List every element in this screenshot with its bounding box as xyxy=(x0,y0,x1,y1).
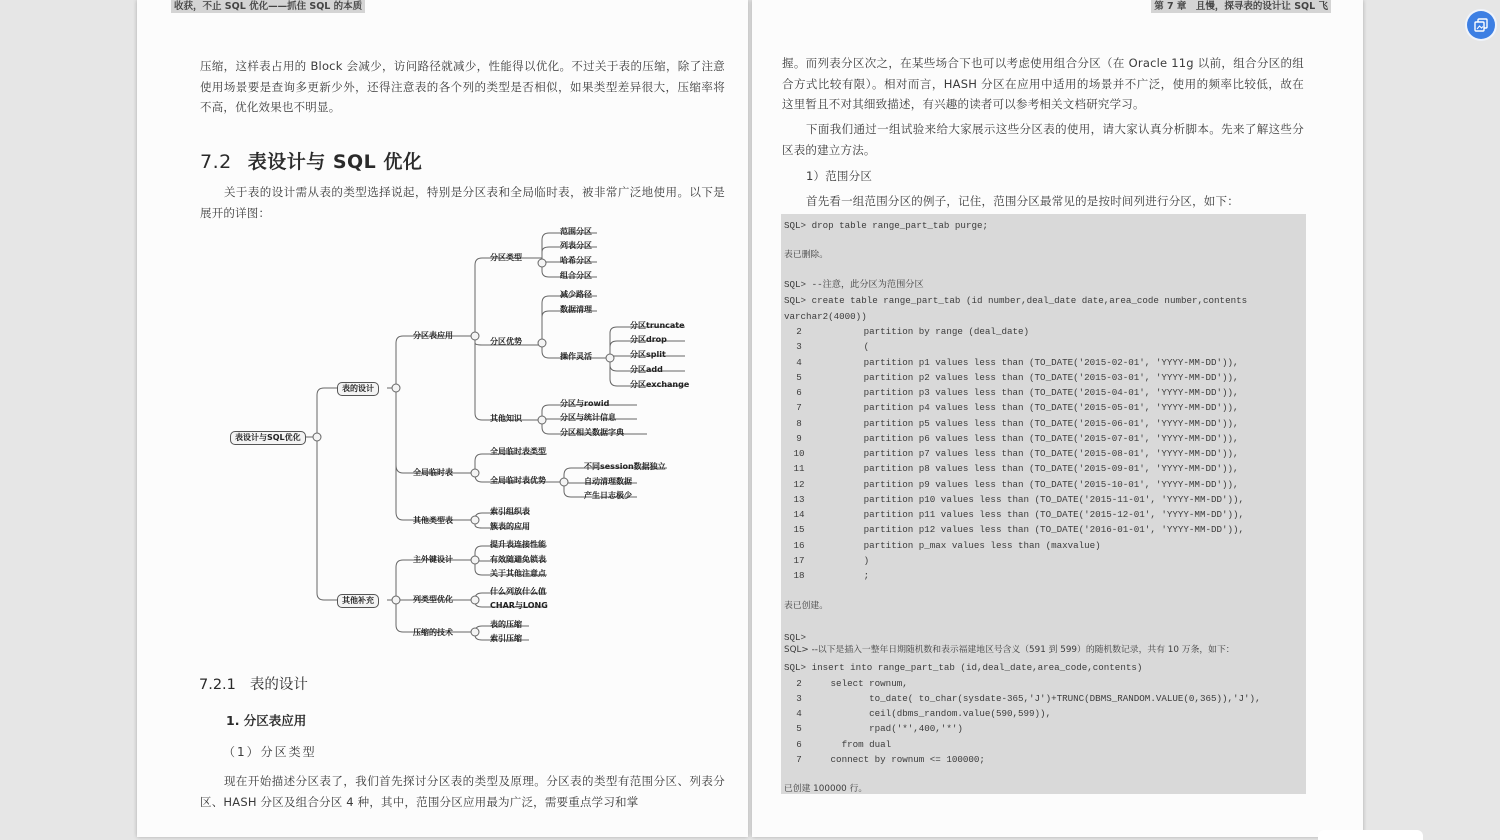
code-text: ; xyxy=(814,570,870,581)
mindmap-node: 有效随避免锁表 xyxy=(490,555,546,564)
code-line xyxy=(784,678,908,690)
code-line: SQL> --以下是插入一整年日期随机数和表示福建地区号含义（591 到 599）的随机数记录，共有 10 万条，如下： xyxy=(784,645,1235,655)
mindmap-node: 分区表应用 xyxy=(413,331,453,340)
code-text: ) xyxy=(814,555,870,566)
code-line xyxy=(784,448,1239,460)
mindmap-node: 操作灵活 xyxy=(560,352,592,361)
heading-partition-application: 1. 分区表应用 xyxy=(226,713,307,728)
line-number: 9 xyxy=(796,433,802,444)
code-line xyxy=(784,463,1239,475)
mindmap-node: 范围分区 xyxy=(560,227,592,236)
line-number: 14 xyxy=(793,509,805,520)
intro-paragraph: 压缩，这样表占用的 Block 会减少，访问路径就减少，性能得以优化。不过关于表的压缩，除了注意使用场景要是查询多更新少外，还得注意表的各个列的类型是否相似，如果类型差异很大，压缩率将不高，优化效果也不明显。 xyxy=(200,59,725,114)
mindmap-node: 产生日志极少 xyxy=(584,491,632,500)
mindmap-diagram xyxy=(217,225,717,655)
code-line xyxy=(784,708,1051,720)
line-number: 7 xyxy=(796,402,802,413)
mindmap-node: 簇表的应用 xyxy=(490,522,530,531)
right-page xyxy=(752,0,1363,837)
code-text: partition p2 values less than (TO_DATE('2015-03-01', 'YYYY-MM-DD')), xyxy=(814,372,1239,383)
code-text: partition p5 values less than (TO_DATE('2015-06-01', 'YYYY-MM-DD')), xyxy=(814,418,1239,429)
image-gallery-icon xyxy=(1473,17,1489,33)
section-title xyxy=(200,147,422,174)
mindmap-node: 数据清理 xyxy=(560,305,592,314)
code-line: SQL> create table range_part_tab (id number,deal_date date,area_code number,contents xyxy=(784,295,1248,306)
running-head-left: 收获，不止 SQL 优化——抓住 SQL 的本质 xyxy=(171,0,365,13)
line-number: 13 xyxy=(793,494,805,505)
line-number: 8 xyxy=(796,418,802,429)
mindmap-node: 索引压缩 xyxy=(490,634,522,643)
mindmap-node: 减少路径 xyxy=(560,290,592,299)
image-gallery-button[interactable] xyxy=(1467,11,1495,39)
code-text: partition p9 values less than (TO_DATE('2015-10-01', 'YYYY-MM-DD')), xyxy=(814,479,1239,490)
code-text: connect by rownum <= 100000; xyxy=(814,754,985,765)
line-number: 18 xyxy=(793,570,805,581)
code-line xyxy=(784,418,1239,430)
mindmap-branch-other: 其他补充 xyxy=(337,594,379,608)
code-text: from dual xyxy=(814,739,892,750)
mindmap-node: 分区split xyxy=(630,350,666,359)
mindmap-node: 分区与统计信息 xyxy=(560,413,616,422)
code-line xyxy=(784,372,1239,384)
mindmap-node: 不同session数据独立 xyxy=(584,462,666,471)
mindmap-node: 关于其他注意点 xyxy=(490,569,546,578)
subsection-title-text: 表的设计 xyxy=(249,677,308,693)
code-text: ceil(dbms_random.value(590,599)), xyxy=(814,708,1052,719)
code-line: SQL> drop table range_part_tab purge; xyxy=(784,220,988,231)
code-text: select rownum, xyxy=(814,678,908,689)
section-paragraph: 关于表的设计需从表的类型选择说起，特别是分区表和全局临时表，被非常广泛地使用。以下是展开的详图： xyxy=(200,185,725,220)
mindmap-node: 列表分区 xyxy=(560,241,592,250)
running-head-right: 第 7 章 且慢，探寻表的设计让 SQL 飞 xyxy=(1151,0,1331,13)
mindmap-node: 压缩的技术 xyxy=(413,628,453,637)
line-number: 3 xyxy=(796,341,802,352)
left-page xyxy=(137,0,748,837)
code-line xyxy=(784,402,1239,414)
line-number: 6 xyxy=(796,739,802,750)
line-number: 17 xyxy=(793,555,805,566)
subsection-title xyxy=(199,673,308,694)
mindmap-branch-table-design: 表的设计 xyxy=(337,382,379,396)
mindmap-node: 分区add xyxy=(630,365,663,374)
mindmap-node: 其他知识 xyxy=(490,414,522,423)
code-text: rpad('*',400,'*') xyxy=(814,723,963,734)
code-line xyxy=(784,693,1261,705)
section-title-text: 表设计与 SQL 优化 xyxy=(247,151,423,173)
code-line: varchar2(4000)) xyxy=(784,311,867,322)
code-line xyxy=(784,387,1239,399)
code-line xyxy=(784,570,869,582)
code-line xyxy=(784,494,1244,506)
code-line xyxy=(784,433,1239,445)
mindmap-node: 全局临时表优势 xyxy=(490,476,546,485)
code-line xyxy=(784,723,963,735)
mindmap-node: 分区与rowid xyxy=(560,399,610,408)
code-text: partition p4 values less than (TO_DATE('2015-05-01', 'YYYY-MM-DD')), xyxy=(814,402,1239,413)
mindmap-node: 哈希分区 xyxy=(560,256,592,265)
line-number: 3 xyxy=(796,693,802,704)
code-text: to_date( to_char(sysdate-365,'J')+TRUNC(DBMS_RANDOM.VALUE(0,365)),'J'), xyxy=(814,693,1261,704)
line-number: 12 xyxy=(793,479,805,490)
line-number: 4 xyxy=(796,357,802,368)
mindmap-node: 主外键设计 xyxy=(413,555,453,564)
code-line xyxy=(784,326,1029,338)
code-output: 表已删除。 xyxy=(784,250,828,260)
code-line xyxy=(784,555,869,567)
code-text: partition by range (deal_date) xyxy=(814,326,1030,337)
code-line xyxy=(784,540,1101,552)
right-paragraph-3: 首先看一组范围分区的例子，记住，范围分区最常见的是按时间列进行分区，如下： xyxy=(806,194,1239,208)
code-line: SQL> insert into range_part_tab (id,deal_date,area_code,contents) xyxy=(784,662,1143,673)
mindmap-node: 分区相关数据字典 xyxy=(560,428,624,437)
mindmap-node: 提升表连接性能 xyxy=(490,540,546,549)
code-line xyxy=(784,739,891,751)
right-paragraph-1: 握。而列表分区次之，在某些场合下也可以考虑使用组合分区（在 Oracle 11g 以前，组合分区的组合方式比较有限）。相对而言，HASH 分区在应用中适用的场景并不广泛，使用的频率比较低，故在这里暂且不对其细致描述，有兴趣的读者可以参考相关文档研究学习。 xyxy=(782,56,1304,111)
mindmap-node: CHAR与LONG xyxy=(490,601,548,610)
line-number: 6 xyxy=(796,387,802,398)
code-text: partition p3 values less than (TO_DATE('2015-04-01', 'YYYY-MM-DD')), xyxy=(814,387,1239,398)
mindmap-node: 全局临时表类型 xyxy=(490,447,546,456)
code-text: partition p8 values less than (TO_DATE('2015-09-01', 'YYYY-MM-DD')), xyxy=(814,463,1239,474)
mindmap-node: 分区优势 xyxy=(490,337,522,346)
mindmap-node: 组合分区 xyxy=(560,271,592,280)
heading-range-partition: 1）范围分区 xyxy=(806,169,873,183)
mindmap-node: 分区truncate xyxy=(630,321,685,330)
code-output: 已创建 100000 行。 xyxy=(784,784,868,794)
code-line xyxy=(784,357,1239,369)
heading-partition-types: （1）分区类型 xyxy=(223,745,317,759)
line-number: 5 xyxy=(796,723,802,734)
code-text: partition p_max values less than (maxvalue) xyxy=(814,540,1101,551)
code-line xyxy=(784,754,985,766)
code-output: 表已创建。 xyxy=(784,601,828,611)
code-text: partition p12 values less than (TO_DATE('2016-01-01', 'YYYY-MM-DD')), xyxy=(814,524,1245,535)
line-number: 16 xyxy=(793,540,805,551)
code-line xyxy=(784,479,1239,491)
code-line xyxy=(784,524,1244,536)
mindmap-node: 分区drop xyxy=(630,335,667,344)
sql-code-block xyxy=(781,214,1306,794)
right-paragraph-2: 下面我们通过一组试验来给大家展示这些分区表的使用，请大家认真分析脚本。先来了解这些分区表的建立方法。 xyxy=(782,122,1304,157)
line-number: 11 xyxy=(793,463,805,474)
mindmap-node: 分区exchange xyxy=(630,380,690,389)
code-text: partition p7 values less than (TO_DATE('2015-08-01', 'YYYY-MM-DD')), xyxy=(814,448,1239,459)
line-number: 10 xyxy=(793,448,805,459)
bottom-panel-edge xyxy=(1318,830,1423,840)
code-line: SQL> --注意，此分区为范围分区 xyxy=(784,279,924,290)
code-text: partition p6 values less than (TO_DATE('2015-07-01', 'YYYY-MM-DD')), xyxy=(814,433,1239,444)
mindmap-node: 列类型优化 xyxy=(413,595,453,604)
mindmap-node: 自动清理数据 xyxy=(584,477,632,486)
mindmap-node: 其他类型表 xyxy=(413,516,453,525)
mindmap-node: 什么列放什么值 xyxy=(490,587,546,596)
mindmap-node: 表的压缩 xyxy=(490,620,522,629)
mindmap-node: 全局临时表 xyxy=(413,468,453,477)
line-number: 7 xyxy=(796,754,802,765)
body-paragraph: 现在开始描述分区表了，我们首先探讨分区表的类型及原理。分区表的类型有范围分区、列表分区、HASH 分区及组合分区 4 种，其中，范围分区应用最为广泛，需要重点学习和掌 xyxy=(200,774,725,809)
section-number: 7.2 xyxy=(200,151,232,173)
line-number: 2 xyxy=(796,678,802,689)
line-number: 2 xyxy=(796,326,802,337)
mindmap-node: 索引组织表 xyxy=(490,507,530,516)
mindmap-node: 分区类型 xyxy=(490,253,522,262)
code-line: SQL> xyxy=(784,632,807,643)
line-number: 4 xyxy=(796,708,802,719)
code-text: partition p10 values less than (TO_DATE('2015-11-01', 'YYYY-MM-DD')), xyxy=(814,494,1245,505)
mindmap-root: 表设计与SQL优化 xyxy=(230,431,306,445)
code-text: partition p1 values less than (TO_DATE('2015-02-01', 'YYYY-MM-DD')), xyxy=(814,357,1239,368)
code-line xyxy=(784,509,1244,521)
subsection-number: 7.2.1 xyxy=(199,677,236,693)
code-text: ( xyxy=(814,341,870,352)
line-number: 5 xyxy=(796,372,802,383)
code-text: partition p11 values less than (TO_DATE('2015-12-01', 'YYYY-MM-DD')), xyxy=(814,509,1245,520)
line-number: 15 xyxy=(793,524,805,535)
code-line xyxy=(784,341,869,353)
